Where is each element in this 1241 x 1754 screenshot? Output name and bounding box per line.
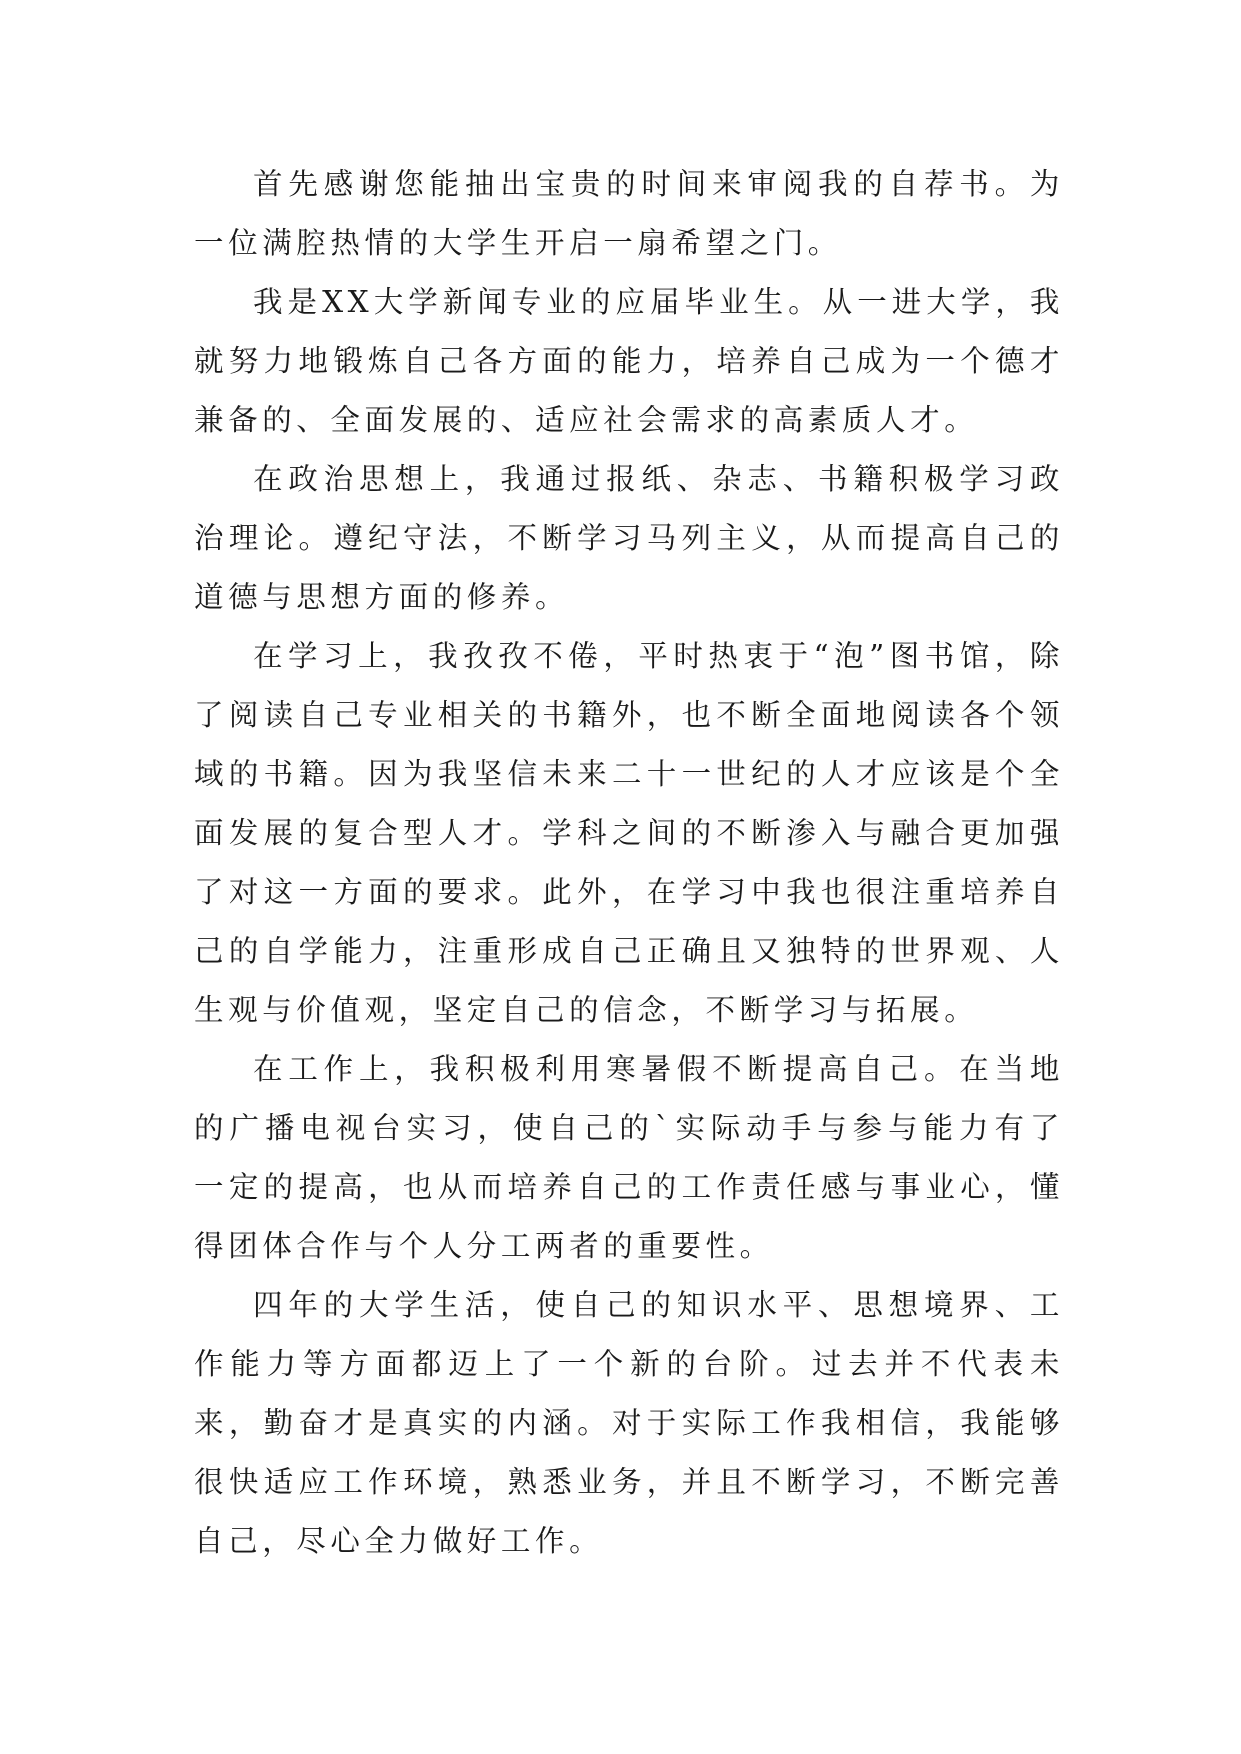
letter-body: [194, 155, 1064, 1571]
paragraph-intro: 首先感谢您能抽出宝贵的时间来审阅我的自荐书。为一位满腔热情的大学生开启一扇希望之门。: [194, 167, 1064, 260]
paragraph-conclusion: 四年的大学生活，使自己的知识水平、思想境界、工作能力等方面都迈上了一个新的台阶。过去并不代表未来，勤奋才是真实的内涵。对于实际工作我相信，我能够很快适应工作环境，熟悉业务，并且不断学习，不断完善自己，尽心全力做好工作。: [194, 1288, 1064, 1558]
paragraph-self-introduction: 我是XX大学新闻专业的应届毕业生。从一进大学，我就努力地锻炼自己各方面的能力，培养自己成为一个德才兼备的、全面发展的、适应社会需求的高素质人才。: [194, 285, 1064, 437]
paragraph-political-thought: 在政治思想上，我通过报纸、杂志、书籍积极学习政治理论。遵纪守法，不断学习马列主义，从而提高自己的道德与思想方面的修养。: [194, 462, 1064, 614]
paragraph-study: 在学习上，我孜孜不倦，平时热衷于“泡”图书馆，除了阅读自己专业相关的书籍外，也不断全面地阅读各个领域的书籍。因为我坚信未来二十一世纪的人才应该是个全面发展的复合型人才。学科之间的不断渗入与融合更加强了对这一方面的要求。此外，在学习中我也很注重培养自己的自学能力，注重形成自己正确且又独特的世界观、人生观与价值观，坚定自己的信念，不断学习与拓展。: [194, 639, 1064, 1027]
paragraph-work: 在工作上，我积极利用寒暑假不断提高自己。在当地的广播电视台实习，使自己的`实际动手与参与能力有了一定的提高，也从而培养自己的工作责任感与事业心，懂得团体合作与个人分工两者的重要性。: [194, 1052, 1064, 1263]
